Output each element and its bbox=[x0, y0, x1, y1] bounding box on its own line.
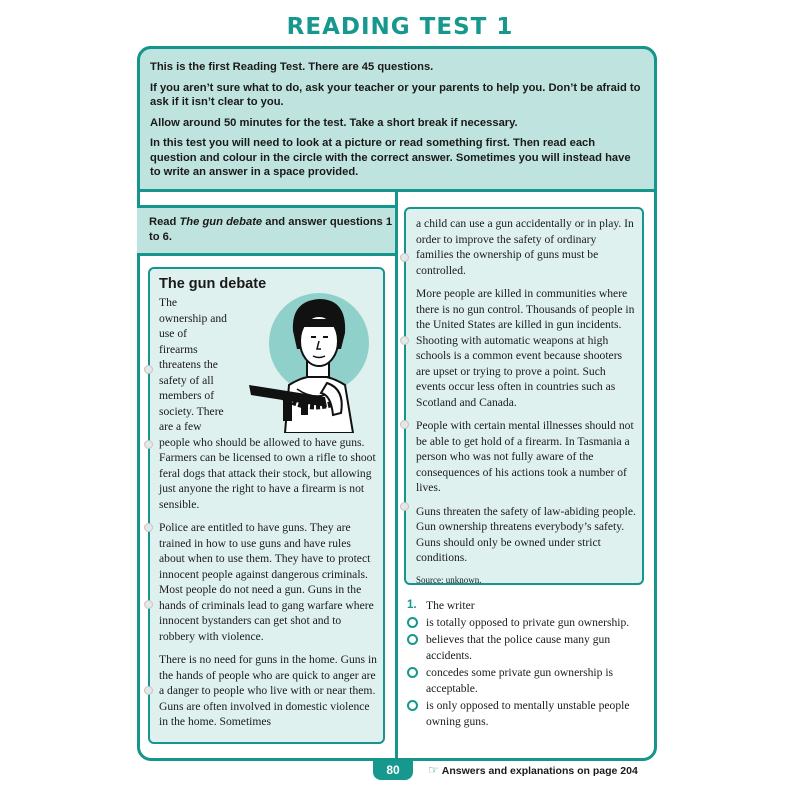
answer-option-text: is totally opposed to private gun ownership. bbox=[426, 615, 630, 629]
intro-paragraph: This is the first Reading Test. There are 45 questions. bbox=[150, 61, 434, 73]
answer-option-text: believes that the police cause many gun accidents. bbox=[426, 633, 611, 662]
line-number-marker bbox=[144, 365, 153, 374]
page-title: READING TEST 1 bbox=[286, 14, 514, 40]
instruction-box bbox=[137, 205, 395, 256]
question-stem: The writer bbox=[426, 599, 475, 612]
question-1 bbox=[406, 598, 646, 731]
line-number-marker bbox=[400, 502, 409, 511]
instruction-text-title: The gun debate bbox=[179, 216, 263, 228]
passage-paragraph: The ownership and use of firearms threatens the safety of all members of society. There are a few people who should be allowed to have guns. Farmers can be licensed to own a rifle to shoot feral dogs that attack their stock, but allowing just anyone the right to have a firearm is not sensible. bbox=[159, 296, 376, 511]
page-number: 80 bbox=[373, 761, 413, 780]
answers-reference-text: Answers and explanations on page 204 bbox=[441, 765, 638, 777]
pointing-hand-icon: ☞ bbox=[428, 763, 439, 777]
answer-option[interactable] bbox=[406, 698, 646, 729]
passage-paragraph: There is no need for guns in the home. Guns in the hands of people who are quick to anger are a danger to people who live with or near them. Guns are often involved in domestic violence in the home. Sometimes bbox=[159, 653, 377, 728]
line-number-marker bbox=[144, 686, 153, 695]
line-number-marker bbox=[400, 253, 409, 262]
answer-option-text: concedes some private gun ownership is acceptable. bbox=[426, 666, 614, 695]
question-number: 1. bbox=[407, 599, 417, 611]
line-number-marker bbox=[400, 420, 409, 429]
answer-option[interactable] bbox=[406, 632, 646, 663]
answer-radio[interactable] bbox=[407, 700, 418, 711]
passage-paragraph: a child can use a gun accidentally or in play. In order to improve the safety of ordinary families the ownership of guns must be controlled. bbox=[416, 217, 634, 277]
intro-paragraph: Allow around 50 minutes for the test. Take a short break if necessary. bbox=[150, 116, 518, 129]
answer-option[interactable] bbox=[406, 665, 646, 696]
passage-paragraph: Police are entitled to have guns. They are trained in how to use guns and have rules about when to use them. They have to protect innocent people against dangerous criminals. Most people do not need a gun. Guns in the hands of criminals lead to gang warfare where innocent bystanders can get shot and to robbery with violence. bbox=[159, 521, 374, 643]
passage-right-panel bbox=[404, 207, 644, 585]
line-number-marker bbox=[144, 523, 153, 532]
answer-option[interactable] bbox=[406, 615, 646, 631]
intro-paragraph: In this test you will need to look at a picture or read something first. Then read each question and colour in the circle with the correct answer. Sometimes you will instead have to write an answer in a space provided. bbox=[150, 137, 631, 178]
intro-panel bbox=[137, 46, 657, 192]
instruction-before: Read bbox=[149, 216, 180, 228]
answer-radio[interactable] bbox=[407, 634, 418, 645]
passage-paragraph: More people are killed in communities where there is no gun control. Thousands of people in the United States are killed in gun incidents. Shooting with automatic weapons at high schools is a common event because shooters are upset or trying to prove a point. Such events occur less often in countries such as Scotland and Canada. bbox=[416, 287, 635, 409]
column-divider bbox=[395, 192, 398, 761]
line-number-marker bbox=[144, 600, 153, 609]
answers-reference bbox=[428, 763, 638, 778]
line-number-marker bbox=[400, 336, 409, 345]
question-header bbox=[406, 598, 646, 614]
line-number-marker bbox=[144, 440, 153, 449]
answer-radio[interactable] bbox=[407, 667, 418, 678]
source-note: Source: unknown. bbox=[416, 574, 482, 585]
passage-paragraph: People with certain mental illnesses should not be able to get hold of a firearm. In Tasmania a person who was not fully aware of the consequences of his actions took a number of lives. bbox=[416, 419, 634, 494]
intro-paragraph: If you aren’t sure what to do, ask your teacher or your parents to help you. Don’t be afraid to ask if it isn’t clear to you. bbox=[150, 81, 641, 108]
answer-radio[interactable] bbox=[407, 617, 418, 628]
instruction-after: and answer questions 1 to 6. bbox=[149, 216, 393, 243]
passage-title: The gun debate bbox=[159, 276, 267, 292]
passage-paragraph: Guns threaten the safety of law-abiding people. Gun ownership threatens everybody’s safety. Guns should only be owned under strict conditions. bbox=[416, 504, 636, 564]
answer-option-text: is only opposed to mentally unstable people owning guns. bbox=[426, 699, 630, 728]
soldier-illustration bbox=[237, 293, 377, 433]
